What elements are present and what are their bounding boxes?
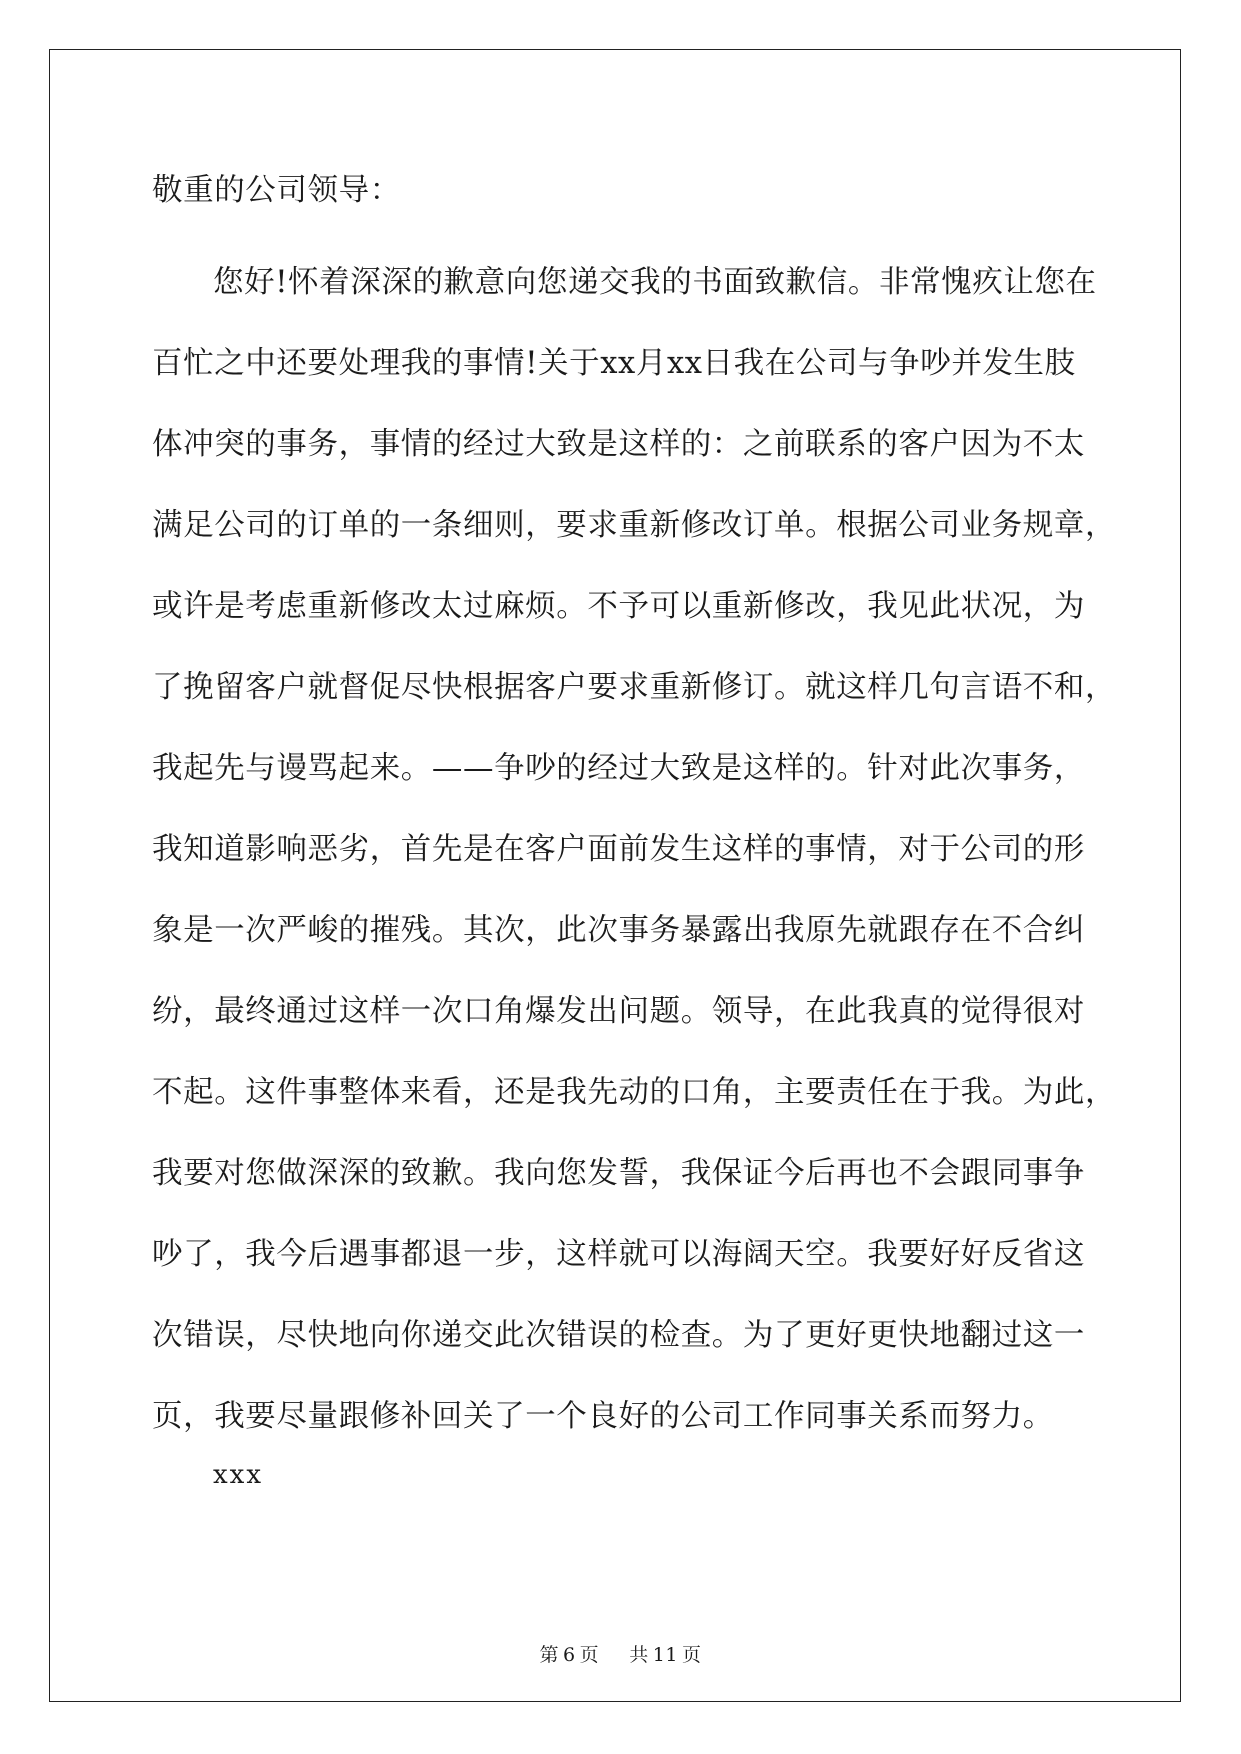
body-line: 体冲突的事务，事情的经过大致是这样的：之前联系的客户因为不太 xyxy=(152,427,1085,462)
page-prefix: 第 xyxy=(539,1644,559,1666)
body-line: 吵了，我今后遇事都退一步，这样就可以海阔天空。我要好好反省这 xyxy=(152,1237,1085,1272)
body-line: 了挽留客户就督促尽快根据客户要求重新修订。就这样几句言语不和， xyxy=(152,670,1117,705)
body-line: 我知道影响恶劣，首先是在客户面前发生这样的事情，对于公司的形 xyxy=(152,832,1085,867)
body-line: 页，我要尽量跟修补回关了一个良好的公司工作同事关系而努力。 xyxy=(152,1399,1054,1434)
body-line: 满足公司的订单的一条细则，要求重新修改订单。根据公司业务规章， xyxy=(152,508,1117,543)
letter-body xyxy=(152,247,1117,1462)
signature: xxx xyxy=(213,1460,263,1490)
letter-content xyxy=(152,155,1117,1462)
body-line: 我起先与谩骂起来。——争吵的经过大致是这样的。针对此次事务， xyxy=(152,751,1085,786)
total-suffix: 页 xyxy=(681,1644,702,1666)
body-line: 百忙之中还要处理我的事情!关于xx月xx日我在公司与争吵并发生肢 xyxy=(152,346,1076,381)
page-suffix: 页 xyxy=(579,1644,600,1666)
body-line: 纷，最终通过这样一次口角爆发出问题。领导，在此我真的觉得很对 xyxy=(152,994,1085,1029)
body-line: 次错误，尽快地向你递交此次错误的检查。为了更好更快地翻过这一 xyxy=(152,1318,1085,1353)
body-line: 我要对您做深深的致歉。我向您发誓，我保证今后再也不会跟同事争 xyxy=(152,1156,1085,1191)
total-pages: 11 xyxy=(652,1644,678,1666)
body-line: 您好!怀着深深的歉意向您递交我的书面致歉信。非常愧疚让您在 xyxy=(213,265,1097,300)
page-number: 6 xyxy=(563,1644,576,1666)
page-footer xyxy=(0,1640,1241,1667)
body-line: 不起。这件事整体来看，还是我先动的口角，主要责任在于我。为此， xyxy=(152,1075,1117,1110)
body-line: 或许是考虑重新修改太过麻烦。不予可以重新修改，我见此状况，为 xyxy=(152,589,1085,624)
body-line: 象是一次严峻的摧残。其次，此次事务暴露出我原先就跟存在不合纠 xyxy=(152,913,1085,948)
salutation: 敬重的公司领导： xyxy=(152,173,401,208)
total-prefix: 共 xyxy=(629,1644,649,1666)
